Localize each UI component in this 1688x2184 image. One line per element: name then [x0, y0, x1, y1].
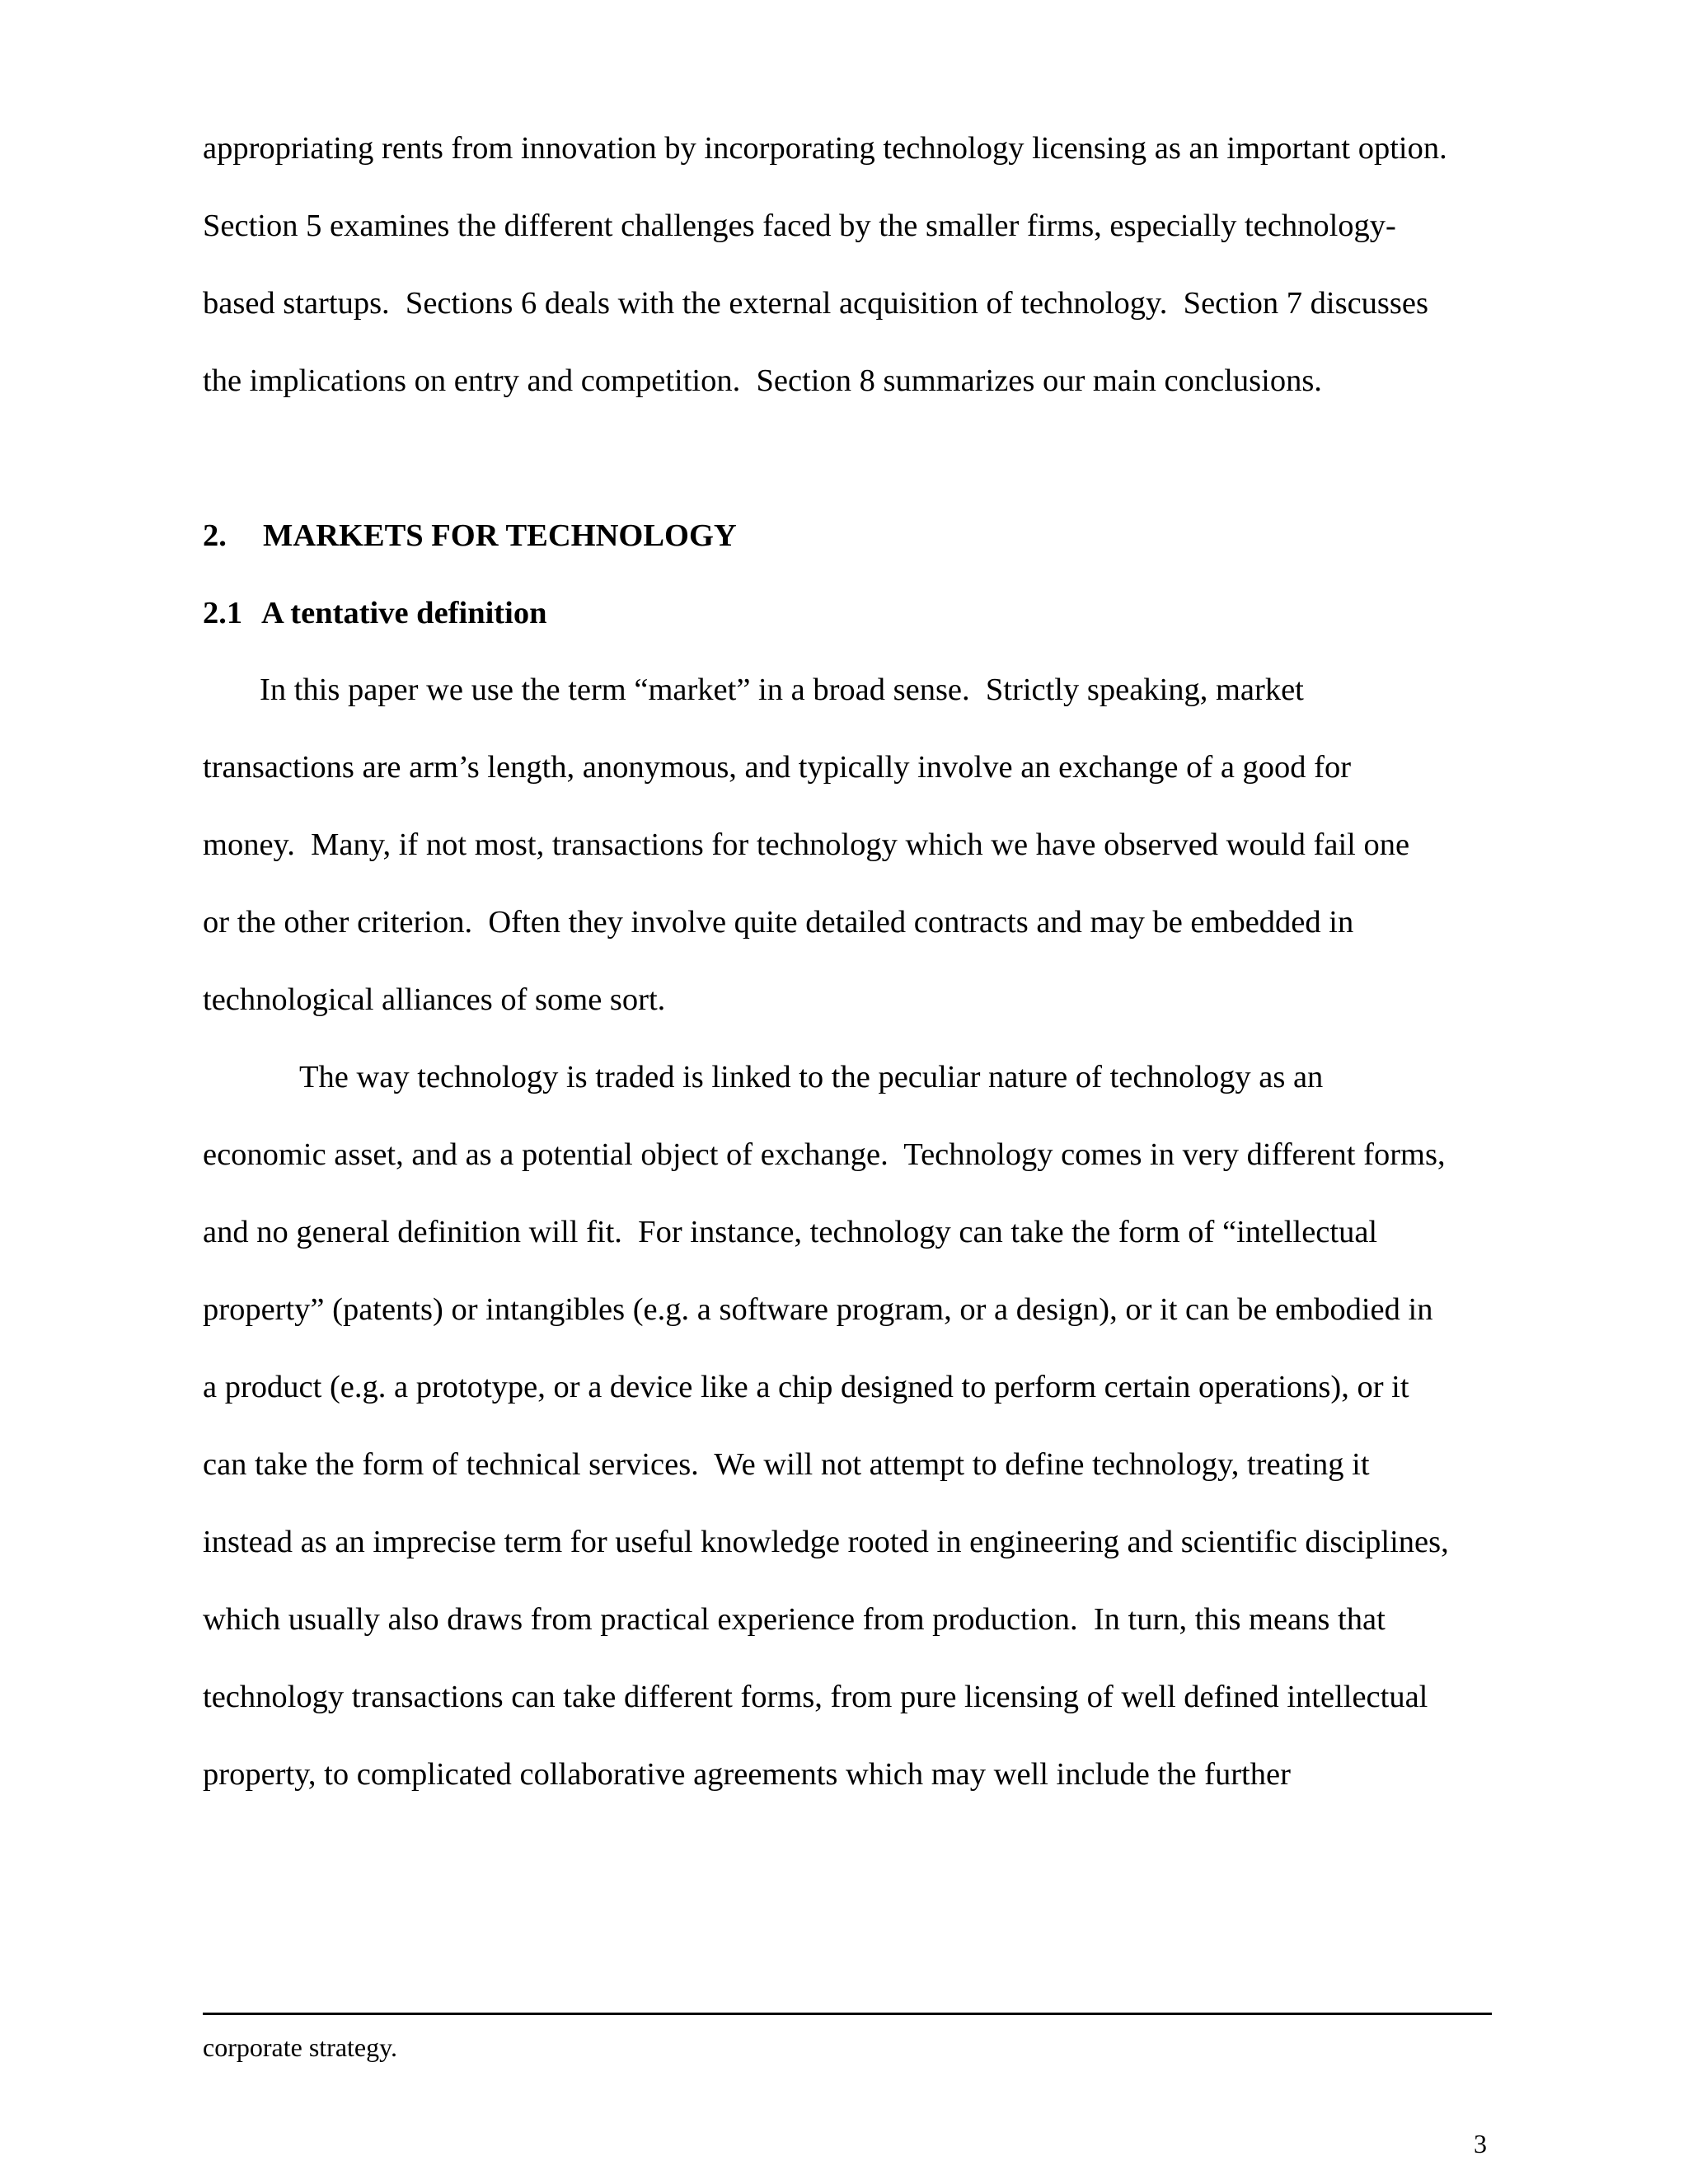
section-heading	[203, 518, 737, 554]
subsection-title: A tentative definition	[261, 596, 547, 630]
intro-line-4: the implications on entry and competition. Section 8 summarizes our main conclusions.	[203, 363, 1322, 398]
footnote-separator	[203, 2013, 1492, 2015]
paragraph2-line-3: and no general definition will fit. For instance, technology can take the form of “intellectual	[203, 1215, 1378, 1249]
footnote-text: corporate strategy.	[203, 2032, 398, 2062]
paragraph2-line-5: a product (e.g. a prototype, or a device like a chip designed to perform certain operations), or it	[203, 1370, 1409, 1404]
page-number: 3	[1474, 2129, 1487, 2158]
paragraph1-line-2: transactions are arm’s length, anonymous, and typically involve an exchange of a good for	[203, 750, 1352, 785]
section-number: 2.	[203, 518, 227, 553]
paragraph2-line-10: property, to complicated collaborative agreements which may well include the further	[203, 1757, 1291, 1792]
subsection-number: 2.1	[203, 596, 243, 630]
intro-line-2: Section 5 examines the different challenges faced by the smaller firms, especially technology-	[203, 209, 1396, 243]
paragraph1-line-1: In this paper we use the term “market” in a broad sense. Strictly speaking, market	[260, 673, 1304, 707]
paragraph1-line-4: or the other criterion. Often they involve quite detailed contracts and may be embedded in	[203, 905, 1354, 940]
intro-line-3: based startups. Sections 6 deals with the external acquisition of technology. Section 7 discusses	[203, 286, 1428, 321]
paragraph2-line-4: property” (patents) or intangibles (e.g. a software program, or a design), or it can be embodied in	[203, 1292, 1433, 1327]
paragraph2-line-8: which usually also draws from practical experience from production. In turn, this means that	[203, 1602, 1386, 1637]
paragraph2-line-9: technology transactions can take different forms, from pure licensing of well defined intellectual	[203, 1680, 1428, 1714]
paragraph1-line-3: money. Many, if not most, transactions for technology which we have observed would fail one	[203, 827, 1410, 862]
subsection-heading	[203, 595, 546, 631]
intro-line-1: appropriating rents from innovation by incorporating technology licensing as an important option.	[203, 131, 1447, 166]
paragraph2-line-7: instead as an imprecise term for useful knowledge rooted in engineering and scientific disciplines,	[203, 1525, 1449, 1559]
paragraph2-line-1: The way technology is traded is linked to the peculiar nature of technology as an	[299, 1060, 1324, 1094]
paragraph1-line-5: technological alliances of some sort.	[203, 982, 666, 1017]
section-title: MARKETS FOR TECHNOLOGY	[263, 518, 737, 553]
paragraph2-line-2: economic asset, and as a potential object of exchange. Technology comes in very different forms,	[203, 1137, 1446, 1172]
paragraph2-line-6: can take the form of technical services. We will not attempt to define technology, treating it	[203, 1447, 1370, 1482]
